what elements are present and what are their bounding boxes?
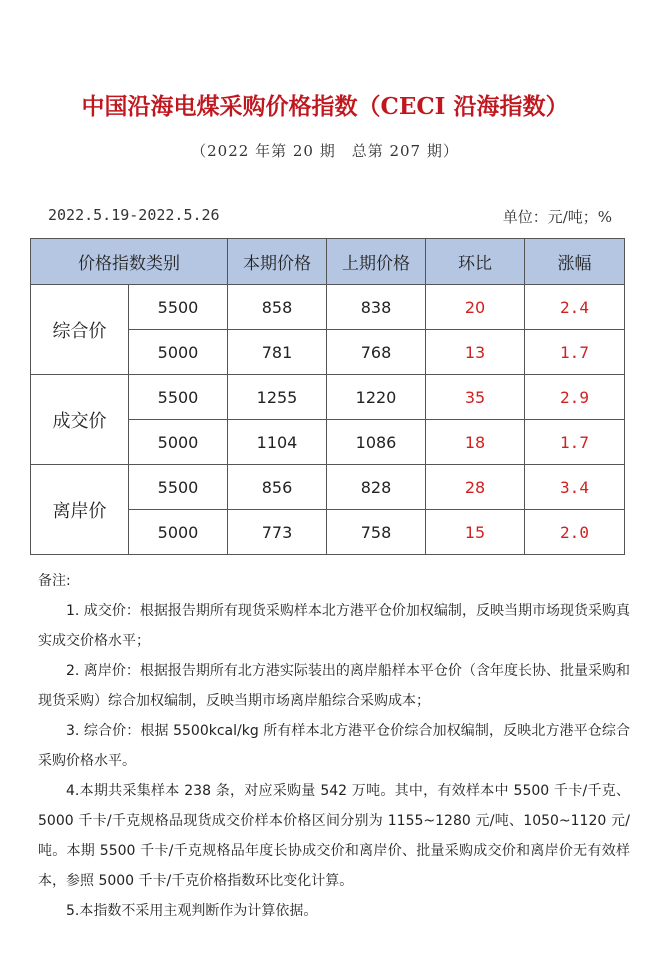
previous-price-cell: 838 <box>327 285 426 330</box>
category-cell: 综合价 <box>31 285 129 375</box>
percent-cell: 1.7 <box>525 420 625 465</box>
note-item: 1. 成交价：根据报告期所有现货采购样本北方港平仓价加权编制，反映当期市场现货采购真实成交价格水平； <box>38 603 630 649</box>
current-price-cell: 781 <box>228 330 327 375</box>
notes-label: 备注: <box>38 573 71 589</box>
category-cell: 成交价 <box>31 375 129 465</box>
spec-cell: 5000 <box>129 510 228 555</box>
current-price-cell: 856 <box>228 465 327 510</box>
spec-cell: 5500 <box>129 375 228 420</box>
previous-price-cell: 1086 <box>327 420 426 465</box>
current-price-cell: 773 <box>228 510 327 555</box>
previous-price-cell: 768 <box>327 330 426 375</box>
table-header-row <box>31 239 625 285</box>
note-item: 3. 综合价：根据 5500kcal/kg 所有样本北方港平仓价综合加权编制，反映北方港平仓综合采购价格水平。 <box>38 723 630 769</box>
note-item: 4.本期共采集样本 238 条，对应采购量 542 万吨。其中，有效样本中 5500 千卡/千克、5000 千卡/千克规格品现货成交价样本价格区间分别为 1155~1280 元/吨、1050~1120 元/吨。本期 5500 千卡/千克规格品年度长协成交价和离岸价、批量采购成交价和离岸价无有效样本，参照 5000 千卡/千克价格指数环比变化计算。 <box>38 783 630 889</box>
page-title: 中国沿海电煤采购价格指数（CECI 沿海指数） <box>81 93 569 120</box>
percent-cell: 3.4 <box>525 465 625 510</box>
percent-cell: 2.4 <box>525 285 625 330</box>
note-item: 5.本指数不采用主观判断作为计算依据。 <box>66 903 318 919</box>
header-change: 环比 <box>426 239 525 285</box>
header-previous-price: 上期价格 <box>327 239 426 285</box>
percent-cell: 2.9 <box>525 375 625 420</box>
current-price-cell: 858 <box>228 285 327 330</box>
header-current-price: 本期价格 <box>228 239 327 285</box>
percent-cell: 2.0 <box>525 510 625 555</box>
table-row <box>31 375 625 420</box>
current-price-cell: 1255 <box>228 375 327 420</box>
change-cell: 20 <box>426 285 525 330</box>
previous-price-cell: 1220 <box>327 375 426 420</box>
percent-cell: 1.7 <box>525 330 625 375</box>
spec-cell: 5500 <box>129 285 228 330</box>
issue-subtitle: （2022 年第 20 期 总第 207 期） <box>191 142 459 160</box>
header-category: 价格指数类别 <box>31 239 228 285</box>
change-cell: 15 <box>426 510 525 555</box>
note-item: 2. 离岸价：根据报告期所有北方港实际装出的离岸船样本平仓价（含年度长协、批量采购和现货采购）综合加权编制，反映当期市场离岸船综合采购成本； <box>38 663 630 709</box>
unit-label: 单位：元/吨；% <box>502 208 612 226</box>
price-index-table <box>30 238 625 555</box>
previous-price-cell: 828 <box>327 465 426 510</box>
table-row <box>31 285 625 330</box>
previous-price-cell: 758 <box>327 510 426 555</box>
spec-cell: 5000 <box>129 420 228 465</box>
header-percent: 涨幅 <box>525 239 625 285</box>
change-cell: 18 <box>426 420 525 465</box>
spec-cell: 5500 <box>129 465 228 510</box>
date-range: 2022.5.19-2022.5.26 <box>48 206 220 224</box>
change-cell: 35 <box>426 375 525 420</box>
change-cell: 28 <box>426 465 525 510</box>
notes-section <box>38 566 630 926</box>
change-cell: 13 <box>426 330 525 375</box>
current-price-cell: 1104 <box>228 420 327 465</box>
spec-cell: 5000 <box>129 330 228 375</box>
category-cell: 离岸价 <box>31 465 129 555</box>
table-row <box>31 465 625 510</box>
